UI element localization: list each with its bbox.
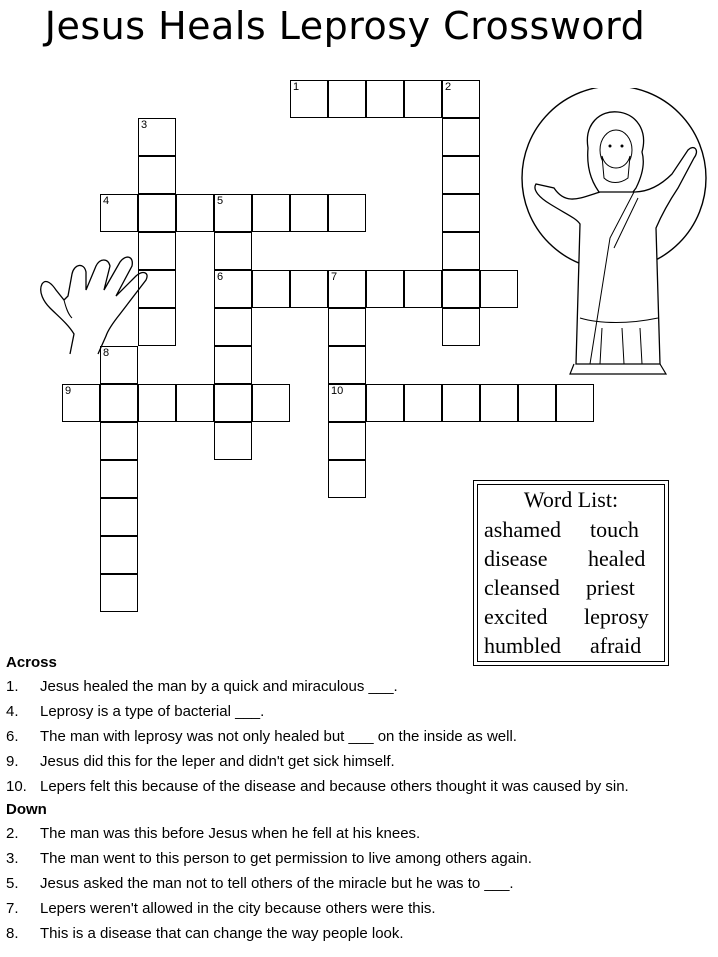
clue-number: 4. <box>6 703 19 720</box>
clue-number: 7. <box>6 900 19 917</box>
crossword-cell[interactable] <box>138 118 176 156</box>
clue-number: 8. <box>6 925 19 942</box>
cell-number: 2 <box>445 81 452 93</box>
crossword-cell[interactable] <box>100 574 138 612</box>
crossword-cell[interactable] <box>518 384 556 422</box>
down-clue <box>6 871 718 896</box>
across-clue <box>6 749 718 774</box>
word-list-word: leprosy <box>584 604 649 629</box>
crossword-cell[interactable] <box>100 422 138 460</box>
crossword-cell[interactable] <box>214 346 252 384</box>
crossword-cell[interactable] <box>138 384 176 422</box>
crossword-cell[interactable] <box>290 194 328 232</box>
clue-text: The man went to this person to get permission to live among others again. <box>40 850 532 867</box>
crossword-cell[interactable] <box>214 194 252 232</box>
crossword-cell[interactable] <box>328 194 366 232</box>
crossword-cell[interactable] <box>328 308 366 346</box>
crossword-cell[interactable] <box>252 194 290 232</box>
crossword-cell[interactable] <box>62 384 100 422</box>
crossword-cell[interactable] <box>404 80 442 118</box>
word-list-word: healed <box>588 546 646 571</box>
crossword-cell[interactable] <box>138 156 176 194</box>
crossword-cell[interactable] <box>366 270 404 308</box>
crossword-cell[interactable] <box>404 384 442 422</box>
cell-number: 4 <box>103 195 110 207</box>
crossword-cell[interactable] <box>442 308 480 346</box>
clue-number: 10. <box>6 778 27 795</box>
word-list-word: priest <box>586 575 635 600</box>
clue-text: The man was this before Jesus when he fell at his knees. <box>40 825 421 842</box>
across-clue <box>6 724 718 749</box>
crossword-cell[interactable] <box>442 156 480 194</box>
clue-number: 1. <box>6 678 19 695</box>
crossword-cell[interactable] <box>252 384 290 422</box>
cell-number: 7 <box>331 271 338 283</box>
clue-text: This is a disease that can change the way people look. <box>40 925 404 942</box>
down-clue <box>6 921 718 946</box>
across-clue <box>6 699 718 724</box>
clue-number: 5. <box>6 875 19 892</box>
crossword-cell[interactable] <box>214 270 252 308</box>
crossword-cell[interactable] <box>176 384 214 422</box>
down-clue <box>6 821 718 846</box>
clue-text: Leprosy is a type of bacterial ___. <box>40 703 265 720</box>
clue-text: Lepers felt this because of the disease and because others thought it was caused by sin. <box>40 778 629 795</box>
crossword-cell[interactable] <box>366 80 404 118</box>
cell-number: 10 <box>331 385 344 397</box>
across-heading: Across <box>6 654 57 671</box>
word-list-word: ashamed <box>484 517 561 542</box>
clue-text: Jesus did this for the leper and didn't get sick himself. <box>40 753 395 770</box>
across-clue <box>6 774 718 799</box>
crossword-cell[interactable] <box>176 194 214 232</box>
cell-number: 6 <box>217 271 224 283</box>
crossword-cell[interactable] <box>442 384 480 422</box>
crossword-cell[interactable] <box>480 384 518 422</box>
crossword-cell[interactable] <box>442 80 480 118</box>
word-list-word: touch <box>590 517 639 542</box>
crossword-cell[interactable] <box>100 384 138 422</box>
crossword-cell[interactable] <box>404 270 442 308</box>
jesus-illustration <box>510 88 718 378</box>
cell-number: 3 <box>141 119 148 131</box>
crossword-cell[interactable] <box>556 384 594 422</box>
clues-section <box>6 652 718 946</box>
word-list-title: Word List: <box>523 487 619 512</box>
crossword-cell[interactable] <box>290 270 328 308</box>
clue-text: Lepers weren't allowed in the city because others were this. <box>40 900 436 917</box>
cell-number: 9 <box>65 385 72 397</box>
hand-illustration <box>28 238 158 358</box>
crossword-cell[interactable] <box>214 232 252 270</box>
down-clue <box>6 846 718 871</box>
word-list-word: cleansed <box>484 575 560 600</box>
word-list-word: humbled <box>484 633 561 658</box>
crossword-cell[interactable] <box>328 346 366 384</box>
crossword-cell[interactable] <box>100 194 138 232</box>
clue-text: The man with leprosy was not only healed but ___ on the inside as well. <box>40 728 517 745</box>
cell-number: 8 <box>103 347 110 359</box>
cell-number: 5 <box>217 195 224 207</box>
cell-number: 1 <box>293 81 300 93</box>
crossword-cell[interactable] <box>252 270 290 308</box>
page-title: Jesus Heals Leprosy Crossword <box>44 4 646 48</box>
crossword-cell[interactable] <box>328 80 366 118</box>
word-list-box <box>473 480 669 666</box>
clue-text: Jesus asked the man not to tell others of the miracle but he was to ___. <box>40 875 514 892</box>
crossword-cell[interactable] <box>328 460 366 498</box>
clue-number: 6. <box>6 728 19 745</box>
crossword-cell[interactable] <box>442 194 480 232</box>
across-clue <box>6 674 718 699</box>
crossword-cell[interactable] <box>328 270 366 308</box>
crossword-cell[interactable] <box>366 384 404 422</box>
crossword-cell[interactable] <box>328 384 366 422</box>
down-clue <box>6 896 718 921</box>
word-list-word: disease <box>484 546 548 571</box>
word-list-word: afraid <box>590 633 642 658</box>
crossword-cell[interactable] <box>138 194 176 232</box>
word-list-word: excited <box>484 604 548 629</box>
crossword-cell[interactable] <box>214 308 252 346</box>
clue-text: Jesus healed the man by a quick and miraculous ___. <box>40 678 398 695</box>
crossword-cell[interactable] <box>442 270 480 308</box>
crossword-cell[interactable] <box>442 118 480 156</box>
crossword-cell[interactable] <box>100 498 138 536</box>
clue-number: 3. <box>6 850 19 867</box>
crossword-cell[interactable] <box>328 422 366 460</box>
crossword-cell[interactable] <box>100 460 138 498</box>
down-heading: Down <box>6 801 47 818</box>
clue-number: 2. <box>6 825 19 842</box>
crossword-cell[interactable] <box>100 536 138 574</box>
crossword-cell[interactable] <box>214 422 252 460</box>
clue-number: 9. <box>6 753 19 770</box>
crossword-cell[interactable] <box>442 232 480 270</box>
crossword-cell[interactable] <box>214 384 252 422</box>
crossword-cell[interactable] <box>290 80 328 118</box>
